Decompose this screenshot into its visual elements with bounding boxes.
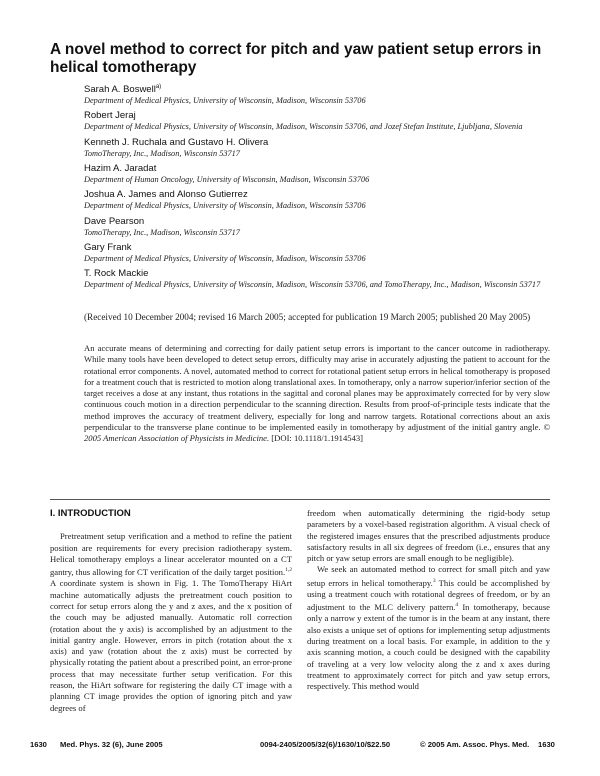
citation-mark: 4 [455, 602, 459, 609]
body-paragraph: We seek an automated method to correct for small pitch and yaw setup errors in helical tomotherapy.$^3$ This could be accomplished by using a treatment couch with rotational degrees of freedom, or by an adjustment to the MLC delivery pattern.$^4$ In tomotherapy, because only a narrow y extent of the tumor is in the beam at any instant, there also exists a unique set of options for implementing setup adjustments during treatment on a local basis. For example, in addition to the y axis scanning motion, a couch could be designed with the capability of traveling at a very low velocity along the z and x axes during treatment to approximately correct for pitch and yaw setup errors, respectively. This method would [307, 564, 550, 692]
author-footnote-mark: a) [155, 84, 162, 90]
body-paragraph: freedom when automatically determining the rigid-body setup parameters by a voxel-based registration algorithm. A visual check of the registered images ensures that the prescribed adjustments produce satisfactory results in all six degrees of freedom (i.e., ensures that any pitch or yaw setup errors are small enough to be negligible). [307, 508, 550, 564]
author-entry [84, 268, 550, 290]
publication-history: (Received 10 December 2004; revised 16 March 2005; accepted for publication 19 March 2005; published 20 May 2005) [84, 312, 531, 322]
author-name: Kenneth J. Ruchala and Gustavo H. Olivera [84, 136, 269, 148]
author-name: Gary Frank [84, 241, 132, 253]
author-affiliation: Department of Medical Physics, University of Wisconsin, Madison, Wisconsin 53706, and TomoTherapy, Inc., Madison, Wisconsin 53717 [84, 280, 541, 290]
body-paragraph: Pretreatment setup verification and a method to refine the patient position are requirements for every precision radiotherapy system. Helical tomotherapy employs a linear accelerator mounted on a CT gantry, thus allowing for CT verification of the daily target position.$^{1,2}$ A coordinate system is shown in Fig. 1. The TomoTherapy HiArt machine automatically adjusts the pretreatment couch position to correct for setup errors along the y and z axes, and the x position of the couch may be adjusted manually. Automatic roll correction (rotation about the y axis) is accomplished by an adjustment to the initial gantry angle. However, errors in pitch (rotation about the x axis) and yaw (rotation about the z axis) must be corrected by physically rotating the patient about a prescribed point, an error-prone process that may necessitate further setup verification. For this reason, the HiArt software for registering the daily CT image with a planning CT image provides the option of ignoring pitch and yaw degrees of [50, 531, 292, 713]
author-affiliation: TomoTherapy, Inc., Madison, Wisconsin 53717 [84, 148, 240, 158]
abstract-body: An accurate means of determining and correcting for daily patient setup errors is important to the cancer outcome in radiotherapy. While many tools have been developed to detect setup errors, difficulty may arise in accurately adjusting the patient to account for the rotational error components. A novel, automated method to correct for rotational patient setup errors in helical tomotherapy is proposed for a treatment couch that is restricted to motion along translational axes. In tomotherapy, only a narrow superior/inferior section of the target receives a dose at any instant, thus rotations in the sagittal and coronal planes may be approximately corrected for by very slow continuous couch motion in a direction perpendicular to the scanning direction. Results from proof-of-principle tests indicate that the method improves the accuracy of treatment delivery, especially for long and narrow targets. Rotational corrections about an axis perpendicular to the transverse plane continue to be implemented easily in tomotherapy by adjustment of the initial gantry angle. [84, 343, 550, 433]
left-column [50, 508, 292, 714]
footer-copyright: © 2005 Am. Assoc. Phys. Med. [420, 740, 530, 749]
author-entry [84, 163, 550, 185]
author-entry [84, 242, 550, 264]
author-entry [84, 189, 550, 211]
footer-journal: Med. Phys. 32 (6), June 2005 [60, 740, 163, 749]
author-name: Sarah A. Boswell [84, 84, 156, 96]
abstract-copyright: © 2005 American Association of Physicists in Medicine. [84, 422, 550, 444]
author-affiliation: Department of Medical Physics, University of Wisconsin, Madison, Wisconsin 53706 [84, 253, 366, 263]
author-list [84, 81, 550, 295]
abstract [84, 343, 550, 445]
author-affiliation: Department of Medical Physics, University of Wisconsin, Madison, Wisconsin 53706 [84, 96, 366, 106]
section-divider [50, 499, 550, 500]
author-name: Joshua A. James and Alonso Gutierrez [84, 189, 248, 201]
author-affiliation: Department of Medical Physics, University of Wisconsin, Madison, Wisconsin 53706 [84, 201, 366, 211]
author-entry [84, 81, 550, 106]
author-entry [84, 137, 550, 159]
right-column [307, 508, 550, 692]
citation-mark: 3 [432, 577, 436, 584]
footer-code: 0094-2405/2005/32(6)/1630/10/$22.50 [260, 740, 391, 749]
footer-page-number-right: 1630 [538, 740, 555, 749]
author-affiliation: Department of Medical Physics, University of Wisconsin, Madison, Wisconsin 53706, and Jozef Stefan Institute, Ljubljana, Slovenia [84, 122, 523, 132]
page-footer [30, 740, 570, 752]
author-name: Dave Pearson [84, 215, 145, 227]
abstract-doi: [DOI: 10.1118/1.1914543] [271, 433, 364, 444]
author-name: Hazim A. Jaradat [84, 163, 157, 175]
section-heading: I. INTRODUCTION [50, 508, 131, 519]
citation-mark: 1,2 [285, 567, 292, 574]
paper-title: A novel method to correct for pitch and yaw patient setup errors in helical tomotherapy [50, 41, 542, 76]
author-entry [84, 216, 550, 238]
author-affiliation: Department of Human Oncology, University of Wisconsin, Madison, Wisconsin 53706 [84, 175, 370, 185]
author-entry [84, 110, 550, 132]
author-name: Robert Jeraj [84, 110, 136, 122]
author-name: T. Rock Mackie [84, 268, 149, 280]
author-affiliation: TomoTherapy, Inc., Madison, Wisconsin 53717 [84, 227, 240, 237]
footer-page-number-left: 1630 [30, 740, 47, 749]
